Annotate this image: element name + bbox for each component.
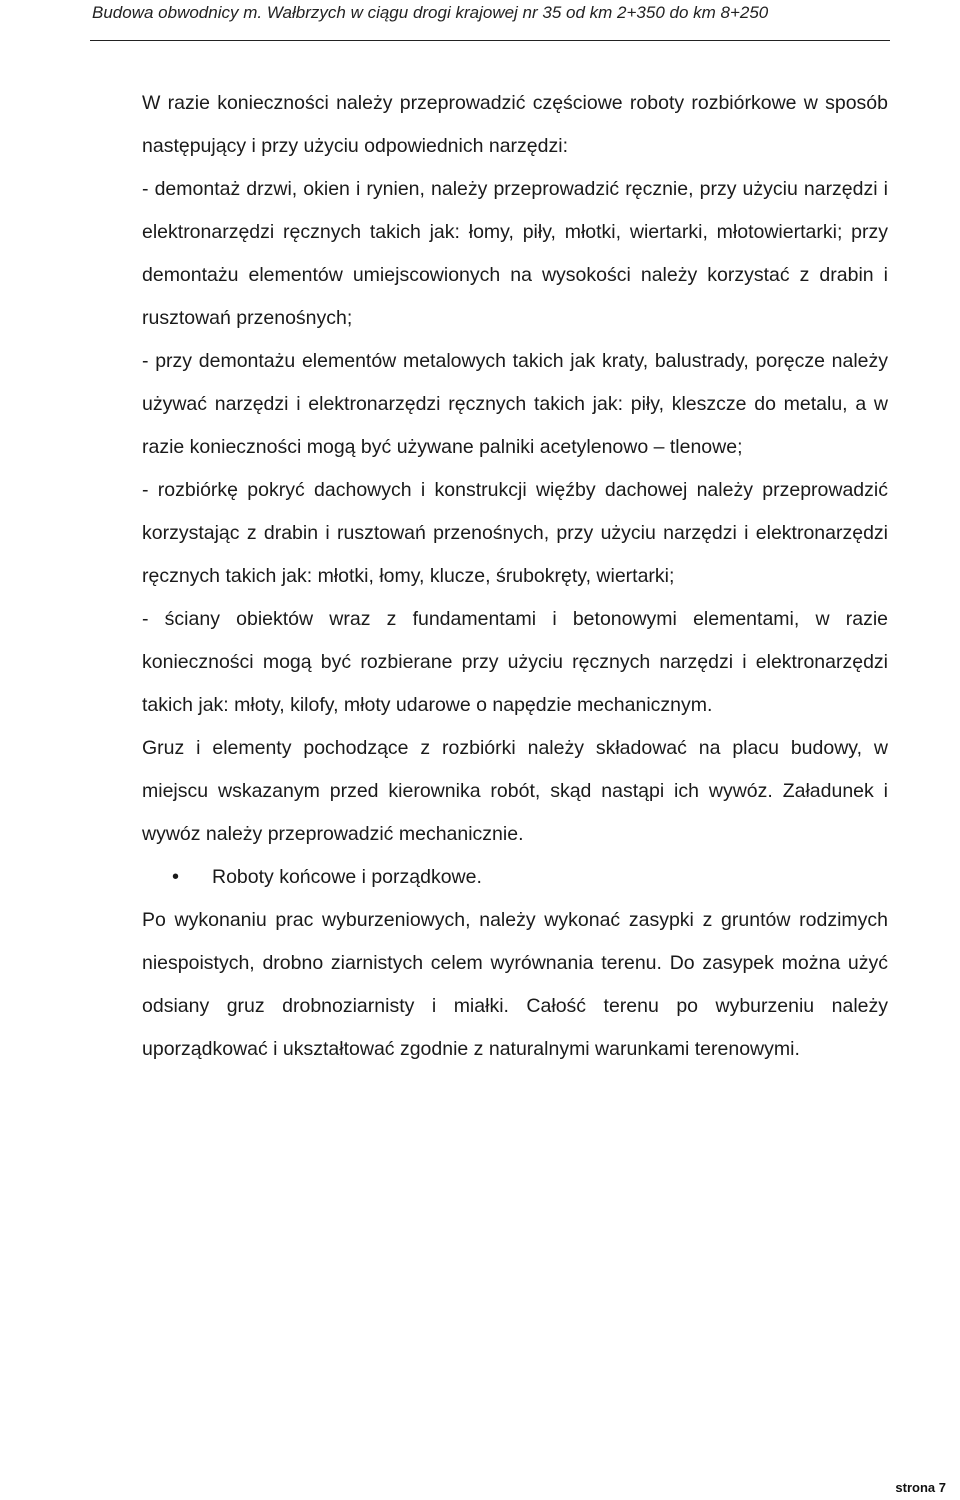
bullet-icon: •	[172, 866, 180, 888]
paragraph-intro: W razie konieczności należy przeprowadzić częściowe roboty rozbiórkowe w sposób następujący i przy użyciu odpowiednich narzędzi:	[142, 92, 888, 157]
paragraph-debris: Gruz i elementy pochodzące z rozbiórki należy składować na placu budowy, w miejscu wskazanym przed kierownika robót, skąd nastąpi ich wywóz. Załadunek i wywóz należy przeprowadzić mechanicznie.	[142, 737, 888, 845]
bullet-text: Roboty końcowe i porządkowe.	[212, 866, 482, 888]
bullet-item	[142, 856, 888, 899]
header-title: Budowa obwodnicy m. Wałbrzych w ciągu drogi krajowej nr 35 od km 2+350 do km 8+250	[92, 3, 769, 22]
paragraph-roofing: - rozbiórkę pokryć dachowych i konstrukcji więźby dachowej należy przeprowadzić korzystając z drabin i rusztowań przenośnych, przy użyciu narzędzi i elektronarzędzi ręcznych takich jak: młotki, łomy, klucze, śrubokręty, wiertarki;	[142, 479, 888, 587]
page-header	[90, 0, 890, 41]
paragraph-doors-windows: - demontaż drzwi, okien i rynien, należy przeprowadzić ręcznie, przy użyciu narzędzi i elektronarzędzi ręcznych takich jak: łomy, piły, młotki, wiertarki, młotowiertarki; przy demontażu elementów umiejscowionych na wysokości należy korzystać z drabin i rusztowań przenośnych;	[142, 178, 888, 329]
page-number: strona 7	[895, 1480, 946, 1495]
paragraph-walls: - ściany obiektów wraz z fundamentami i betonowymi elementami, w razie konieczności mogą być rozbierane przy użyciu ręcznych narzędzi i elektronarzędzi takich jak: młoty, kilofy, młoty udarowe o napędzie mechanicznym.	[142, 608, 888, 716]
document-body	[142, 82, 888, 1071]
paragraph-closing: Po wykonaniu prac wyburzeniowych, należy wykonać zasypki z gruntów rodzimych niespoistych, drobno ziarnistych celem wyrównania terenu. Do zasypek można użyć odsiany gruz drobnoziarnisty i miałki. Całość terenu po wyburzeniu należy uporządkować i ukształtować zgodnie z naturalnymi warunkami terenowymi.	[142, 909, 888, 1060]
paragraph-metal-elements: - przy demontażu elementów metalowych takich jak kraty, balustrady, poręcze należy używać narzędzi i elektronarzędzi ręcznych takich jak: piły, kleszcze do metalu, a w razie konieczności mogą być używane palniki acetylenowo – tlenowe;	[142, 350, 888, 458]
